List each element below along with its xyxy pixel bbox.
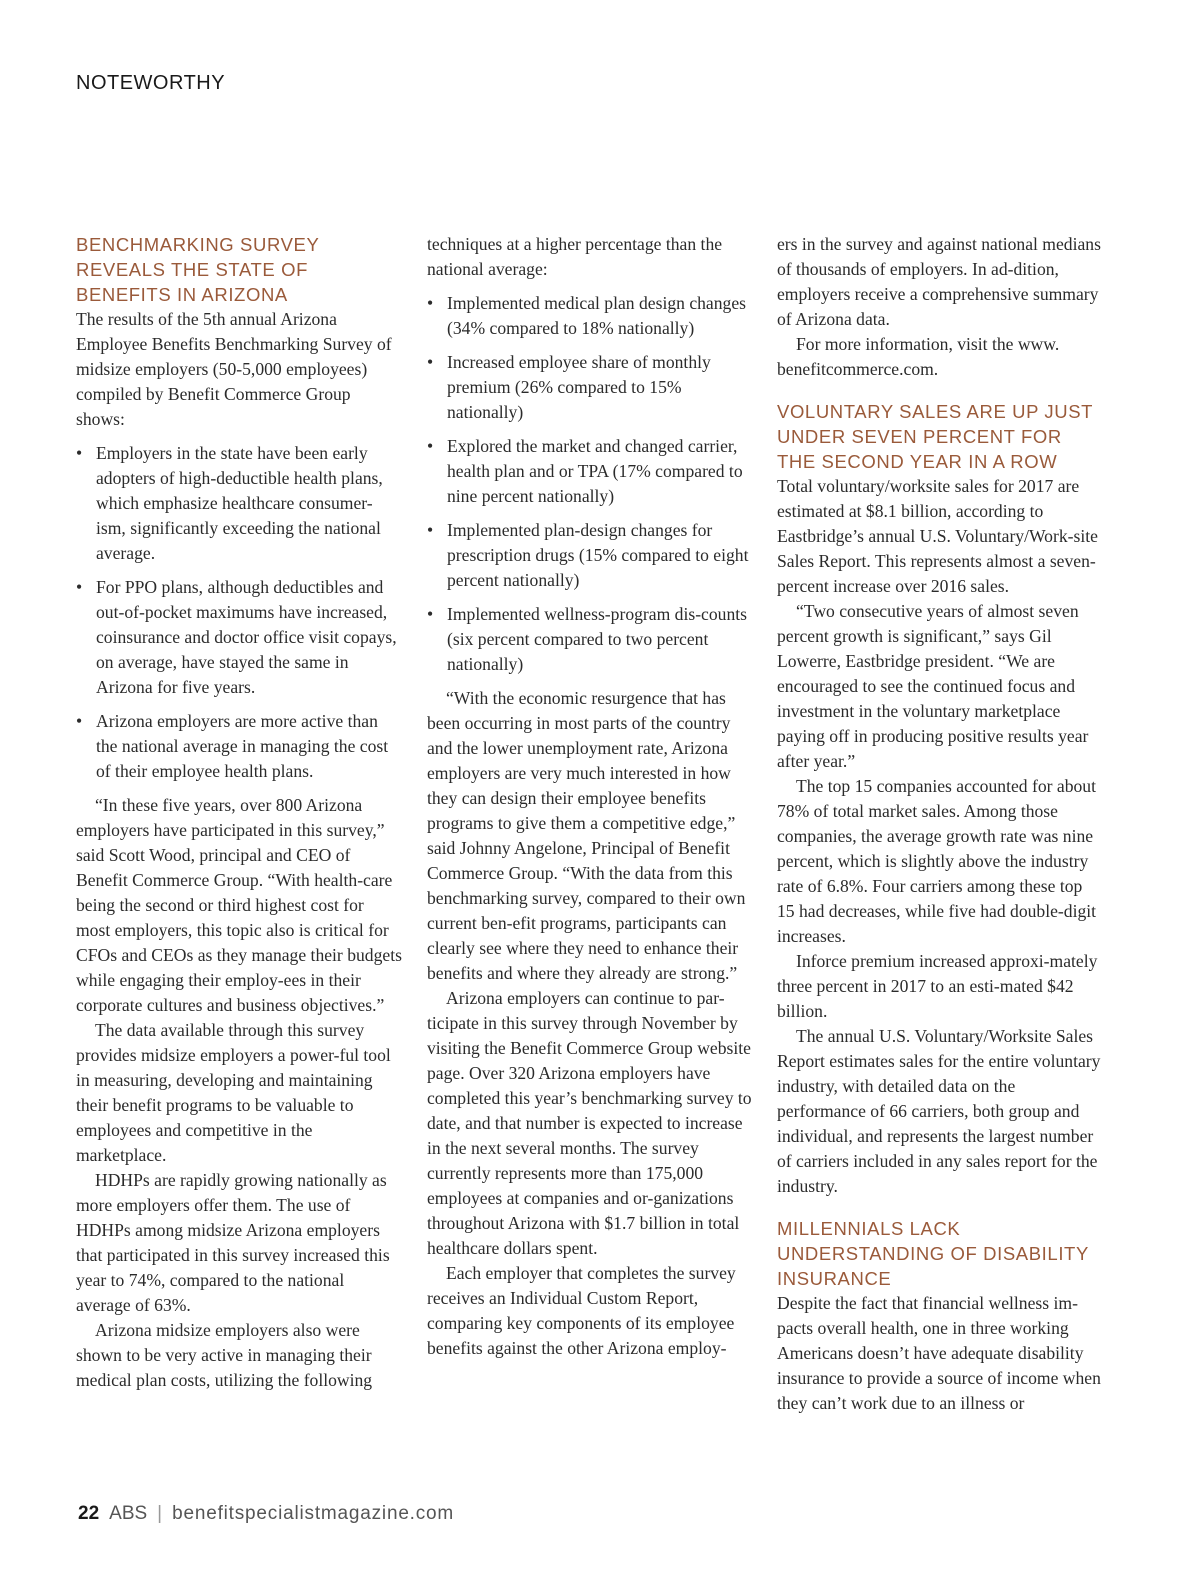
article-heading-millennials: MILLENNIALS LACK UNDERSTANDING OF DISABILITY INSURANCE (777, 1218, 1089, 1289)
list-item: • Implemented plan-design changes for prescription drugs (15% compared to eight percent nationally) (447, 518, 755, 593)
magazine-abbrev: ABS (109, 1503, 148, 1524)
techniques-list (427, 291, 755, 677)
findings-list (76, 441, 402, 784)
body-paragraph: Each employer that completes the survey receives an Individual Custom Report, comparing key components of its employee benefits against the other Arizona employ- (427, 1263, 736, 1358)
body-paragraph: Total voluntary/worksite sales for 2017 are estimated at $8.1 billion, according to Eastbridge’s annual U.S. Voluntary/Work-site Sales Report. This represents almost a seven-percent increase over 2016 sales. (777, 476, 1098, 596)
list-item: • Arizona employers are more active than the national average in managing the cost of their employee health plans. (96, 709, 402, 784)
intro-paragraph: The results of the 5th annual Arizona Employee Benefits Benchmarking Survey of midsize employers (50-5,000 employees) compiled by Benefit Commerce Group shows: (76, 309, 392, 429)
body-paragraph: techniques at a higher percentage than the national average: (427, 234, 723, 279)
article-heading-voluntary-sales: VOLUNTARY SALES ARE UP JUST UNDER SEVEN PERCENT FOR THE SECOND YEAR IN A ROW (777, 401, 1093, 472)
body-paragraph: “Two consecutive years of almost seven percent growth is significant,” says Gil Lowerre, Eastbridge president. “We are encouraged to see the continued focus and investment in the voluntary marketplace paying off in producing positive results year after year.” (777, 601, 1089, 771)
page-footer (78, 1503, 454, 1525)
more-info-paragraph: For more information, visit the www. benefitcommerce.com. (777, 334, 1060, 379)
list-item: • Employers in the state have been early adopters of high-deductible health plans, which emphasize healthcare consumer-ism, significantly exceeding the national average. (96, 441, 402, 566)
body-paragraph: Inforce premium increased approxi-mately three percent in 2017 to an esti-mated $42 billion. (777, 951, 1098, 1021)
article-heading-benchmarking: BENCHMARKING SURVEY REVEALS THE STATE OF BENEFITS IN ARIZONA (76, 234, 320, 305)
body-paragraph: HDHPs are rapidly growing nationally as more employers offer them. The use of HDHPs among midsize Arizona employers that participated in this survey increased this year to 74%, compared to the national average of 63%. (76, 1170, 390, 1315)
column-2 (427, 232, 755, 1361)
list-item: • Increased employee share of monthly premium (26% compared to 15% nationally) (447, 350, 755, 425)
column-1 (76, 232, 402, 1393)
body-paragraph: Despite the fact that financial wellness im-pacts overall health, one in three working Americans doesn’t have adequate disability insurance to provide a source of income when they can’t work due to an illness or (777, 1293, 1101, 1413)
list-item: • Implemented wellness-program dis-counts (six percent compared to two percent nationally) (447, 602, 755, 677)
column-3 (777, 232, 1101, 1416)
list-item: • Explored the market and changed carrier, health plan and or TPA (17% compared to nine percent nationally) (447, 434, 755, 509)
body-paragraph: “In these five years, over 800 Arizona employers have participated in this survey,” said Scott Wood, principal and CEO of Benefit Commerce Group. “With health-care being the second or third highest cost for most employers, this topic also is critical for CFOs and CEOs as they manage their budgets while engaging their employ-ees in their corporate cultures and business objectives.” (76, 795, 402, 1015)
body-paragraph: The data available through this survey provides midsize employers a power-ful tool in measuring, developing and maintaining their benefit programs to be valuable to employees and competitive in the marketplace. (76, 1020, 391, 1165)
body-paragraph: Arizona employers can continue to par-ticipate in this survey through November by visiting the Benefit Commerce Group website page. Over 320 Arizona employers have completed this year’s benchmarking survey to date, and that number is expected to increase in the next several months. The survey currently represents more than 175,000 employees at companies and or-ganizations throughout Arizona with $1.7 billion in total healthcare dollars spent. (427, 988, 752, 1258)
body-paragraph: “With the economic resurgence that has been occurring in most parts of the country and the lower unemployment rate, Arizona employers are very much interested in how they can design their employee benefits programs to give them a competitive edge,” said Johnny Angelone, Principal of Benefit Commerce Group. “With the data from this benchmarking survey, compared to their own current ben-efit programs, participants can clearly see where they need to enhance their benefits and where they already are strong.” (427, 688, 746, 983)
body-paragraph: ers in the survey and against national medians of thousands of employers. In ad-dition, employers receive a comprehensive summary of Arizona data. (777, 234, 1101, 329)
section-label: NOTEWORTHY (76, 72, 226, 94)
list-item: • Implemented medical plan design changes (34% compared to 18% nationally) (447, 291, 755, 341)
body-paragraph: The annual U.S. Voluntary/Worksite Sales Report estimates sales for the entire voluntary industry, with detailed data on the performance of 66 carriers, both group and individual, and represents the largest number of carriers included in any sales report for the industry. (777, 1026, 1101, 1196)
website-link[interactable]: benefitspecialistmagazine.com (172, 1503, 455, 1524)
page-number: 22 (78, 1503, 100, 1524)
body-paragraph: The top 15 companies accounted for about 78% of total market sales. Among those companies, the average growth rate was nine percent, which is slightly above the industry rate of 6.8%. Four carriers among these top 15 had decreases, while five had double-digit increases. (777, 776, 1097, 946)
list-item: • For PPO plans, although deductibles and out-of-pocket maximums have increased, coinsurance and doctor office visit copays, on average, have stayed the same in Arizona for five years. (96, 575, 402, 700)
body-paragraph: Arizona midsize employers also were shown to be very active in managing their medical plan costs, utilizing the following (76, 1320, 373, 1390)
footer-divider: | (157, 1503, 163, 1524)
